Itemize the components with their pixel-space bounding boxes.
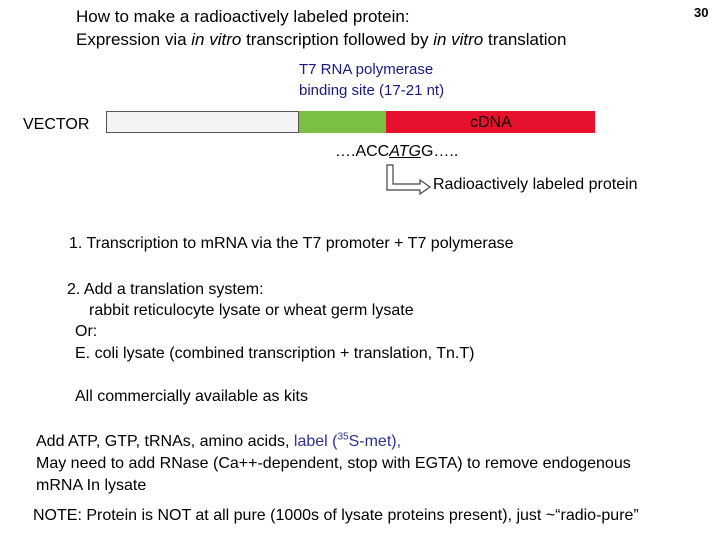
t7-label-line-2: binding site (17-21 nt) [299,82,445,99]
vector-label: VECTOR [23,116,90,133]
sequence-prefix: ….ACC [335,143,390,160]
step-1: 1. Transcription to mRNA via the T7 promoter + T7 polymerase [69,235,514,252]
rnase-line: May need to add RNase (Ca++-dependent, stop with EGTA) to remove endogenous [36,455,631,472]
step-2-line-4: E. coli lysate (combined transcription + translation, Tn.T) [75,345,475,362]
reagents-text: Add ATP, GTP, tRNAs, amino acids, [36,433,294,450]
sequence [335,143,458,161]
title-text: Expression via [76,30,192,49]
title-italic: in vitro [191,30,242,49]
label-text-end: S-met), [348,433,402,450]
step-2-line-3: Or: [75,323,98,340]
reagents-line [36,431,401,453]
start-codon: ATG [389,143,421,160]
slide-number: 30 [694,5,709,20]
title-text: translation [483,30,567,49]
label-text: label ( [293,433,338,450]
step-2-line-1: 2. Add a translation system: [67,281,264,298]
title-italic: in vitro [433,30,484,49]
step-2-line-2: rabbit reticulocyte lysate or wheat germ lysate [89,302,414,319]
kits-note: All commercially available as kits [75,388,308,405]
t7-label-line-1: T7 RNA polymerase [299,61,434,78]
sequence-suffix: G….. [420,143,459,160]
bent-arrow-icon [384,163,434,199]
mrna-line: mRNA In lysate [36,477,147,494]
title-line-2 [76,29,566,51]
protein-label: Radioactively labeled protein [433,176,638,193]
purity-note: NOTE: Protein is NOT at all pure (1000s of lysate proteins present), just ~“radio-pure” [33,507,639,524]
vector-bar [106,111,299,133]
title-text: transcription followed by [241,30,434,49]
cdna-label: cDNA [470,114,512,131]
isotope-superscript: 35 [337,431,349,443]
title-line-1: How to make a radioactively labeled protein: [76,7,410,26]
t7-promoter-bar [299,111,386,133]
